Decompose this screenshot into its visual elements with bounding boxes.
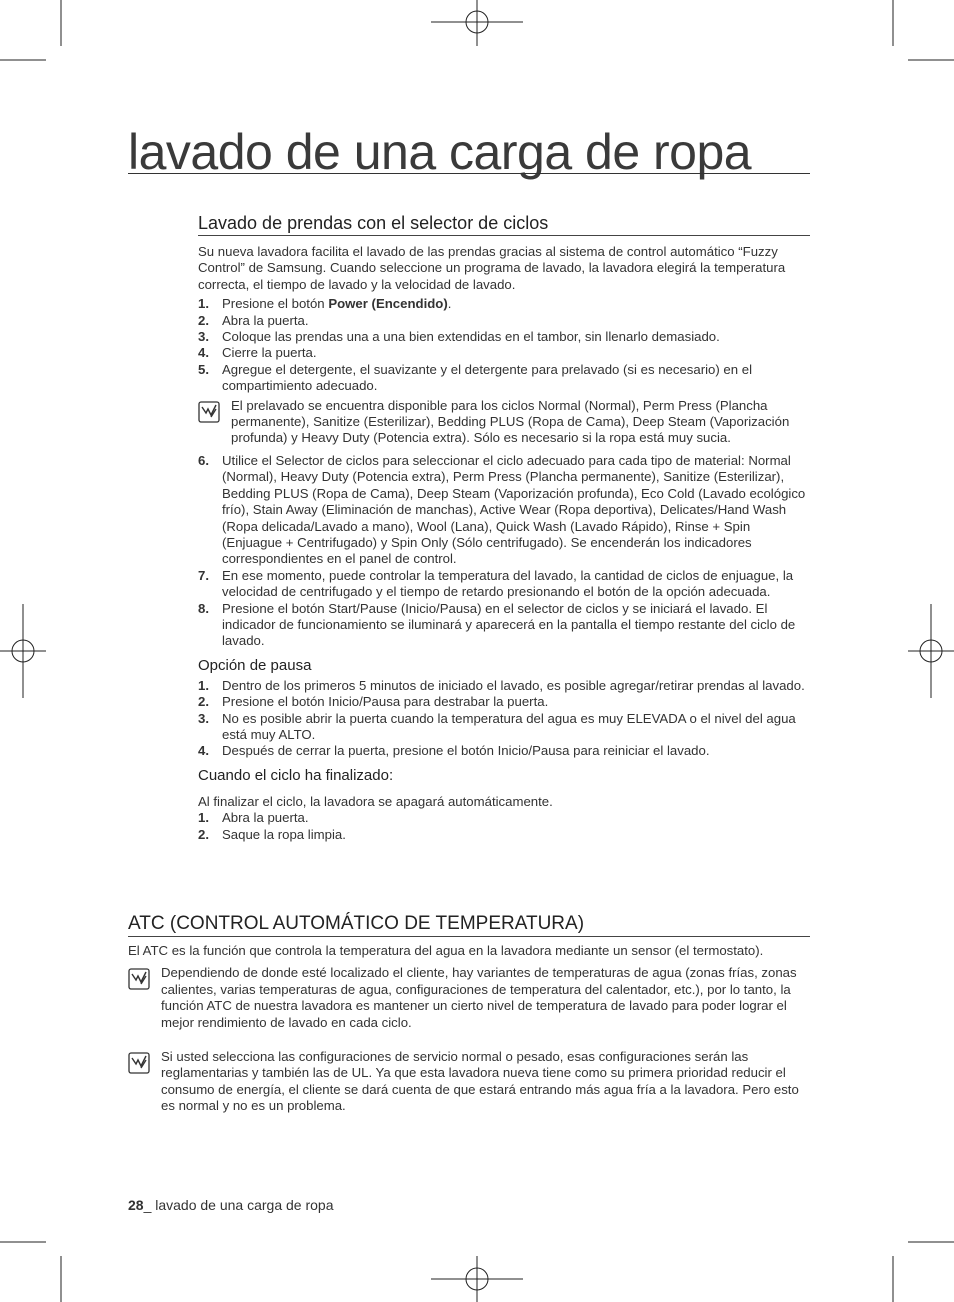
step-number: 2. <box>198 312 209 328</box>
step-text: Agregue el detergente, el suavizante y el detergente para prelavado (si es necesario) en el compartimiento adecuado. <box>222 361 753 394</box>
step-bold-text: Power (Encendido) <box>328 296 448 312</box>
section-atc <box>128 913 810 1121</box>
step-text: Abra la puerta. <box>222 810 309 826</box>
list-item <box>198 296 810 312</box>
step-text: No es posible abrir la puerta cuando la temperatura del agua es muy ELEVADA o el nivel del agua está muy ALTO. <box>222 710 796 742</box>
note-atc-zones <box>128 965 810 1031</box>
page-footer <box>128 1197 334 1213</box>
step-number: 3. <box>198 329 209 345</box>
step-text: En ese momento, puede controlar la temperatura del lavado, la cantidad de ciclos de enjuague, la velocidad de centrifugado y el tiempo de retardo presionando el botón de la opción adecuada. <box>222 567 794 600</box>
note-pencil-icon <box>128 968 150 990</box>
step-number: 1. <box>198 296 209 312</box>
step-text: Utilice el Selector de ciclos para seleccionar el ciclo adecuado para cada tipo de material: Normal (Normal), Heavy Duty (Potencia extra), Perm Press (Plancha permanente), Sanitize (Esterilizar), Bedding PLUS (Ropa de Cama), Deep Steam (Vaporización profunda), Eco Cold (Lavado ecológico frío), Stain Away (Eliminación de manchas), Active Wear (Ropa deportiva), Delicates/Hand Wash (Ropa delicada/Lavado a mano), Wool (Lana), Quick Wash (Lavado Rápido), Rinse + Spin (Enjuague + Centrifugado) y Spin Only (Sólo centrifugado). Se encenderán los indicadores correspondientes en el panel de control. <box>222 452 806 567</box>
finished-intro: Al finalizar el ciclo, la lavadora se apagará automáticamente. <box>198 793 553 809</box>
list-item <box>198 678 810 694</box>
list-item <box>198 362 810 395</box>
step-number: 1. <box>198 677 209 693</box>
list-item <box>198 743 810 759</box>
footer-text: _ lavado de una carga de ropa <box>143 1197 334 1213</box>
pause-heading: Opción de pausa <box>198 656 312 674</box>
step-number: 4. <box>198 743 209 759</box>
atc-intro: El ATC es la función que controla la temperatura del agua en la lavadora mediante un sensor (el termostato). <box>128 943 764 958</box>
list-item <box>198 568 810 601</box>
note-prewash <box>198 398 810 447</box>
list-item <box>198 711 810 744</box>
list-item <box>198 345 810 361</box>
finished-heading: Cuando el ciclo ha finalizado: <box>198 766 394 784</box>
note-pencil-icon <box>128 1052 150 1074</box>
step-text: Cierre la puerta. <box>222 345 317 361</box>
steps-list-a <box>198 296 810 394</box>
note-text: Si usted selecciona las configuraciones de servicio normal o pesado, esas configuraciones serán las reglamentarias y también las de UL. Ya que esta lavadora nueva tiene como su primera prioridad reducir el consumo de energía, el cliente se dará cuenta de que estará entrando más agua fría a la lavadora. Pero esto es normal y no es un problema. <box>161 1049 799 1114</box>
step-text: Después de cerrar la puerta, presione el botón Inicio/Pausa para reiniciar el lavado. <box>222 743 710 759</box>
step-text: Presione el botón Start/Pause (Inicio/Pausa) en el selector de ciclos y se iniciará el lavado. El indicador de funcionamiento se iluminará y aparecerá en la pantalla el tiempo restante del ciclo de lavado. <box>222 600 796 649</box>
step-text: Coloque las prendas una a una bien extendidas en el tambor, sin llenarlo demasiado. <box>222 329 720 345</box>
page-number: 28 <box>128 1197 144 1213</box>
step-number: 6. <box>198 452 209 468</box>
finished-steps-list <box>198 810 810 843</box>
note-text: El prelavado se encuentra disponible para los ciclos Normal (Normal), Perm Press (Plancha permanente), Sanitize (Esterilizar), Bedding PLUS (Ropa de Cama), Deep Steam (Vaporización profunda) y Heavy Duty (Potencia extra). Sólo es necesario si la ropa está muy sucia. <box>231 397 790 446</box>
note-pencil-icon <box>198 401 220 423</box>
list-item <box>198 810 810 826</box>
step-number: 1. <box>198 810 209 826</box>
section-heading: Lavado de prendas con el selector de ciclos <box>198 212 810 236</box>
note-text: Dependiendo de donde esté localizado el cliente, hay variantes de temperaturas de agua (zonas frías, zonas calientes, varias temperaturas de agua, configuraciones de temperatura del calentador, etc.), por lo tanto, la función ATC de nuestra lavadora es mantener un cierto nivel de temperatura de lavado para poder lograr el mejor rendimiento de lavado en cada ciclo. <box>161 965 797 1030</box>
steps-list-b <box>198 453 810 650</box>
step-number: 2. <box>198 694 209 710</box>
list-item <box>198 313 810 329</box>
step-text: Abra la puerta. <box>222 312 309 328</box>
step-text: Dentro de los primeros 5 minutos de iniciado el lavado, es posible agregar/retirar prendas al lavado. <box>222 677 805 693</box>
step-text-end: . <box>447 296 452 312</box>
step-text: Presione el botón Inicio/Pausa para destrabar la puerta. <box>222 694 549 710</box>
page-title: lavado de una carga de ropa <box>128 124 752 180</box>
section-cycle-selector <box>198 212 810 843</box>
title-rule <box>128 173 810 174</box>
atc-heading: ATC (CONTROL AUTOMÁTICO DE TEMPERATURA) <box>128 913 810 937</box>
list-item <box>198 329 810 345</box>
step-text: Presione el botón <box>222 296 329 312</box>
list-item <box>198 827 810 843</box>
step-number: 8. <box>198 600 209 616</box>
step-number: 7. <box>198 567 209 583</box>
intro-paragraph: Su nueva lavadora facilita el lavado de las prendas gracias al sistema de control automático “Fuzzy Control” de Samsung. Cuando seleccione un programa de lavado, la lavadora elegirá la temperatura correcta, el tiempo de lavado y la velocidad de lavado. <box>198 244 786 292</box>
list-item <box>198 453 810 568</box>
step-number: 3. <box>198 710 209 726</box>
step-number: 4. <box>198 345 209 361</box>
list-item <box>198 601 810 650</box>
note-atc-energy <box>128 1049 810 1115</box>
step-text: Saque la ropa limpia. <box>222 826 346 842</box>
pause-steps-list <box>198 678 810 760</box>
step-number: 5. <box>198 361 209 377</box>
list-item <box>198 694 810 710</box>
step-number: 2. <box>198 826 209 842</box>
